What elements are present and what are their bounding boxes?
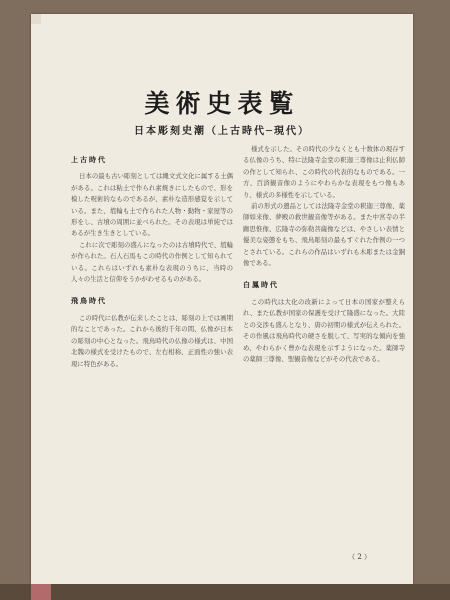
paragraph: これに次で彫刻の盛んになったのは古墳時代で、埴輪が作られた。石人石馬もこの時代の作例として知られている。これらはいずれも素朴な表現のうちに、当時の人々の生活と信仰をうかがわせるものがある。 — [71, 240, 233, 284]
document-page — [31, 14, 413, 584]
section-heading-hakuho: 白鳳時代 — [243, 280, 279, 290]
red-binding-edge — [31, 584, 51, 600]
paragraph: 様式を示した。その時代の少なくとも十数体の現存する仏像のうち、特に法隆寺金堂の釈迦三尊像は止利仏師の作として知られ、この時代の代表的なものである。一方、百済観音像のようにやわらかな表現をもつ像もあり、様式の多様性を示している。 — [243, 145, 405, 199]
background-surface — [0, 584, 450, 600]
paragraph: この時代に仏教が伝来したことは、彫刻の上では画期的なことであった。これから後約千年の間、仏像が日本の彫刻の中心となった。飛鳥時代の仏像の様式は、中国北魏の様式を受けたもので、左右相称、正面性の強い表現に特色がある。 — [71, 313, 233, 368]
page-corner-fold — [31, 14, 41, 24]
right-column — [243, 144, 405, 365]
section-heading-asuka: 飛鳥時代 — [71, 296, 107, 306]
section-heading-jodai: 上古時代 — [71, 155, 107, 164]
page-title: 美術史表覧 — [144, 89, 300, 118]
paragraph: 前の形式の遺品としては法隆寺金堂の釈迦三尊像、薬師如来像、夢殿の救世観音像等がある。また中宮寺の半跏思惟像、広隆寺の弥勒菩薩像などは、やさしい表情と優美な姿態をもち、飛鳥彫刻の最もすぐれた作例の一つとされている。これらの作品はいずれも木彫または金銅像である。 — [243, 202, 405, 268]
page-subtitle: 日本彫刻史潮（上古時代─現代） — [133, 126, 311, 137]
page-number: （ 2 ） — [348, 553, 371, 561]
paragraph: この時代は大化の改新によって日本の国家が整えられ、また仏教が国家の保護を受けて隆盛になった。大陸との交渉も盛んとなり、唐の初期の様式が伝えられた。その作風は飛鳥時代の硬さを脱して、写実的な傾向を強め、やわらかく豊かな表現を示すようになった。薬師寺の薬師三尊像、聖観音像などがその代表である。 — [243, 297, 405, 363]
left-column — [71, 144, 233, 370]
paragraph: 日本の最も古い彫刻としては縄文式文化に属する土偶がある。これは粘土で作られ素焼きにしたもので、形を模した呪術的なものであるが、素朴な造形感覚を示している。また、埴輪も土で作られた人物・動物・家屋等の形をし、古墳の周囲に並べられた。その表現は単純ではあるが生き生きとしている。 — [71, 172, 233, 238]
